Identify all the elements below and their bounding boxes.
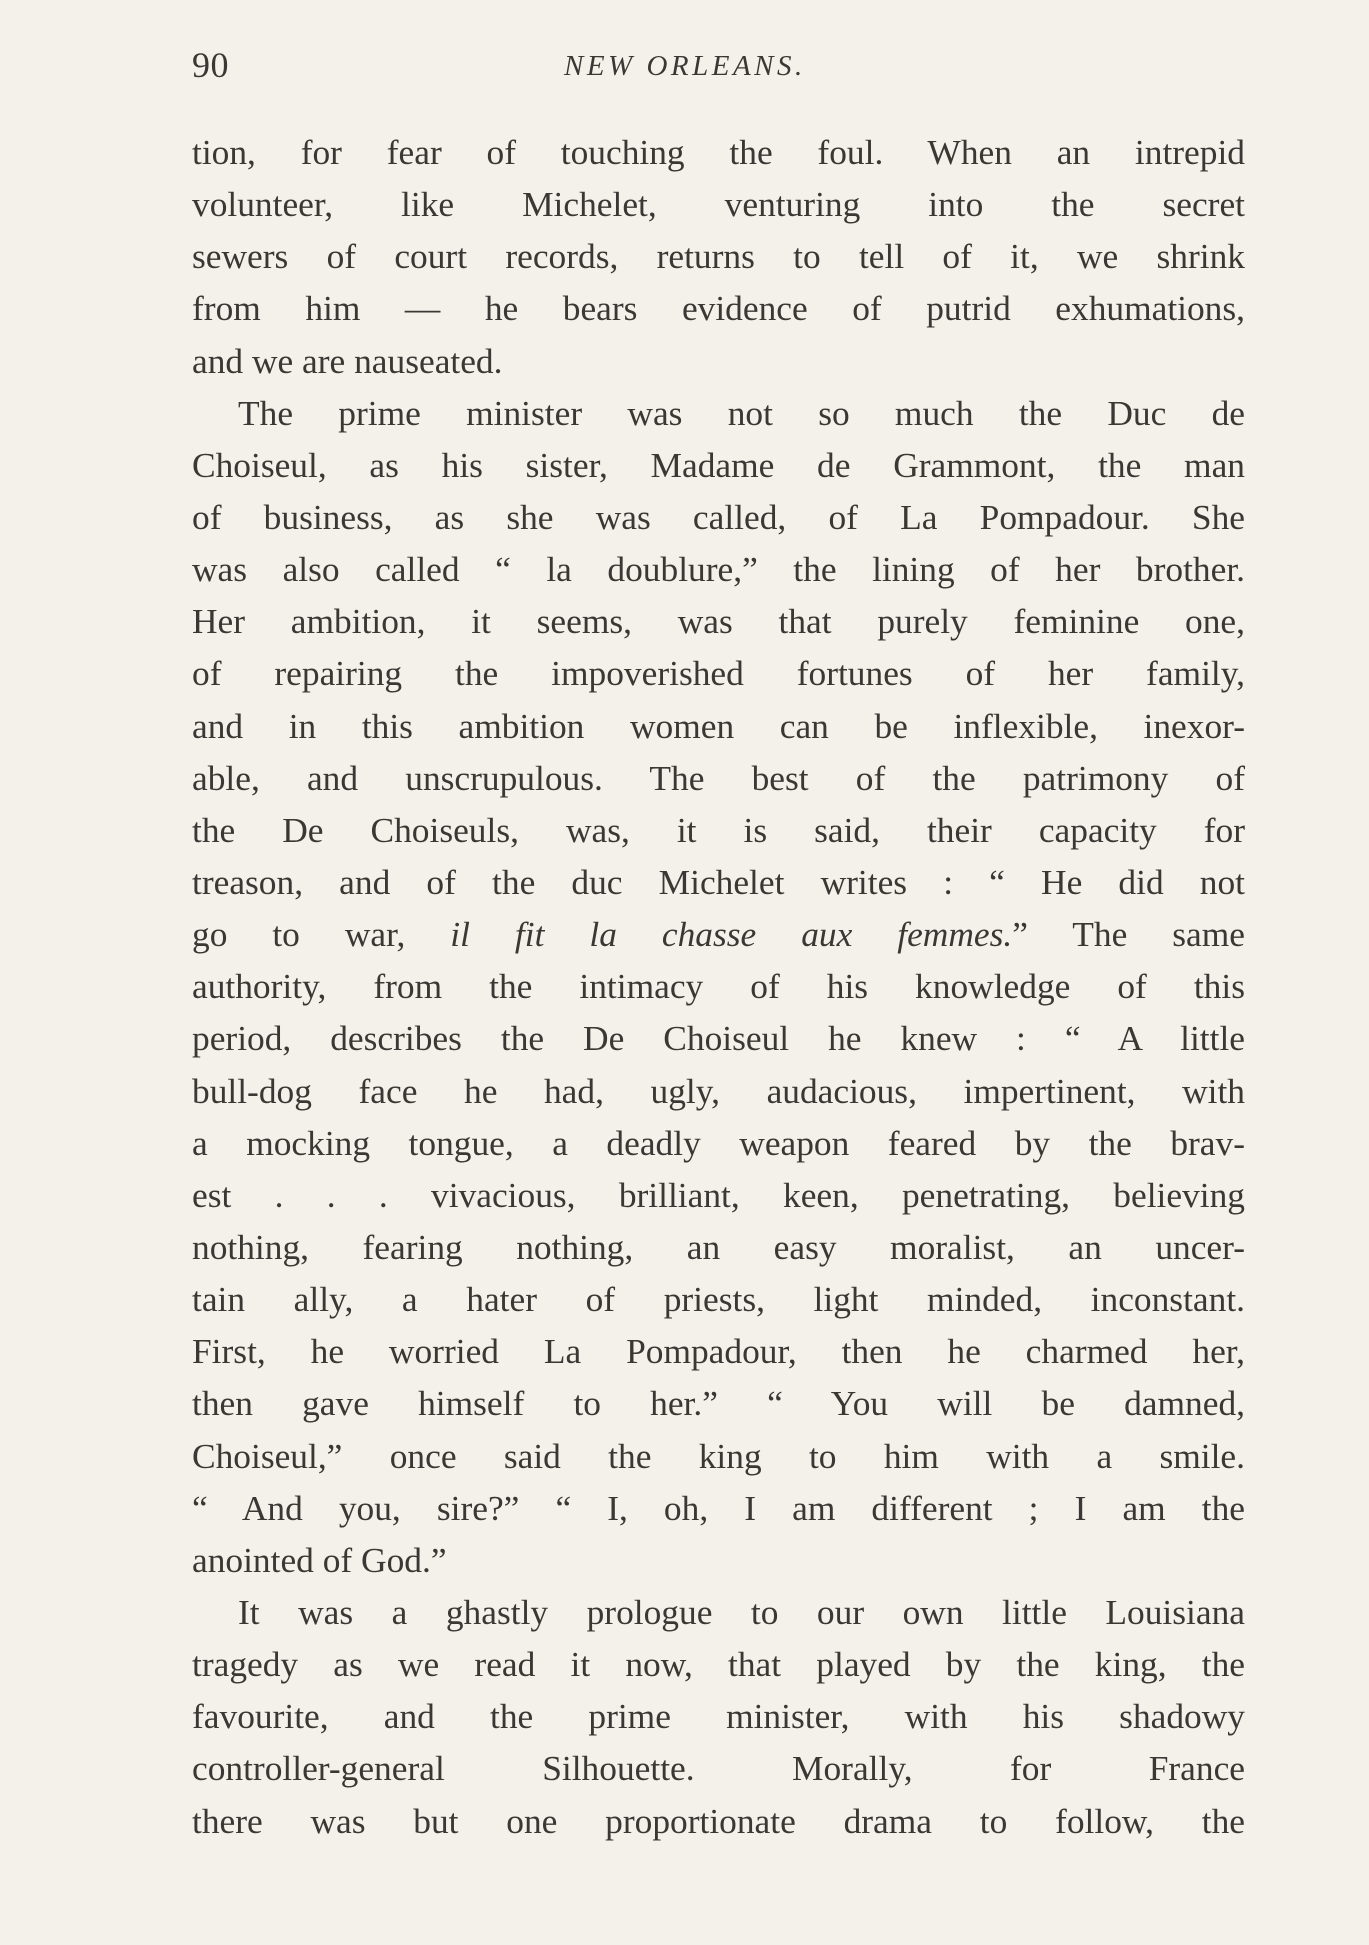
text-line: controller-general Silhouette. Morally, for France xyxy=(192,1748,1245,1789)
text-line: of repairing the impoverished fortunes of her family, xyxy=(192,653,1245,694)
text-line: bull-dog face he had, ugly, audacious, impertinent, with xyxy=(192,1070,1245,1111)
text-line: of business, as she was called, of La Pompadour. She xyxy=(192,496,1245,537)
text-run: ” The same xyxy=(1012,914,1245,955)
text-line: a mocking tongue, a deadly weapon feared by the brav- xyxy=(192,1122,1245,1163)
text-line: sewers of court records, returns to tell of it, we shrink xyxy=(192,236,1245,277)
text-line: able, and unscrupulous. The best of the patrimony of xyxy=(192,757,1245,798)
text-line: treason, and of the duc Michelet writes : “ He did not xyxy=(192,861,1245,902)
text-line: from him — he bears evidence of putrid exhumations, xyxy=(192,288,1245,329)
text-line: volunteer, like Michelet, venturing into the secret xyxy=(192,184,1245,225)
text-line: then gave himself to her.” “ You will be damned, xyxy=(192,1383,1245,1424)
text-line: nothing, fearing nothing, an easy moralist, an uncer- xyxy=(192,1226,1245,1267)
text-line: tain ally, a hater of priests, light minded, inconstant. xyxy=(192,1279,1245,1320)
italic-quote: il fit la chasse aux femmes. xyxy=(450,914,1013,955)
text-line: authority, from the intimacy of his knowledge of this xyxy=(192,966,1245,1007)
text-line: Choiseul,” once said the king to him with a smile. xyxy=(192,1435,1245,1476)
running-head: NEW ORLEANS. xyxy=(564,50,806,82)
text-line: and in this ambition women can be inflexible, inexor- xyxy=(192,705,1245,746)
text-line: Her ambition, it seems, was that purely feminine one, xyxy=(192,601,1245,642)
page-number: 90 xyxy=(192,45,229,85)
text-line: tion, for fear of touching the foul. When an intrepid xyxy=(192,132,1245,172)
text-line: Choiseul, as his sister, Madame de Grammont, the man xyxy=(192,444,1245,485)
text-line: there was but one proportionate drama to follow, the xyxy=(192,1800,1245,1841)
text-line: period, describes the De Choiseul he knew : “ A little xyxy=(192,1018,1245,1059)
text-line: anointed of God.” xyxy=(192,1539,447,1580)
paragraph xyxy=(192,126,1245,387)
text-line: and we are nauseated. xyxy=(192,340,503,381)
text-line: It was a ghastly prologue to our own little Louisiana xyxy=(238,1591,1245,1632)
page-header xyxy=(192,44,1242,94)
text-run: go to war, xyxy=(192,914,451,955)
body-text xyxy=(192,126,1245,1847)
paragraph xyxy=(192,1586,1245,1847)
text-line: “ And you, sire?” “ I, oh, I am different ; I am the xyxy=(192,1487,1245,1528)
text-line: tragedy as we read it now, that played by the king, the xyxy=(192,1644,1245,1685)
text-line: est . . . vivacious, brilliant, keen, penetrating, believing xyxy=(192,1174,1245,1215)
text-line: was also called “ la doublure,” the lining of her brother. xyxy=(192,549,1245,590)
paragraph xyxy=(192,387,1245,1586)
text-line: the De Choiseuls, was, it is said, their capacity for xyxy=(192,809,1245,850)
text-line: The prime minister was not so much the Duc de xyxy=(238,392,1245,433)
text-line-italic xyxy=(192,908,1245,960)
text-line: favourite, and the prime minister, with his shadowy xyxy=(192,1696,1245,1737)
text-line: First, he worried La Pompadour, then he charmed her, xyxy=(192,1331,1245,1372)
